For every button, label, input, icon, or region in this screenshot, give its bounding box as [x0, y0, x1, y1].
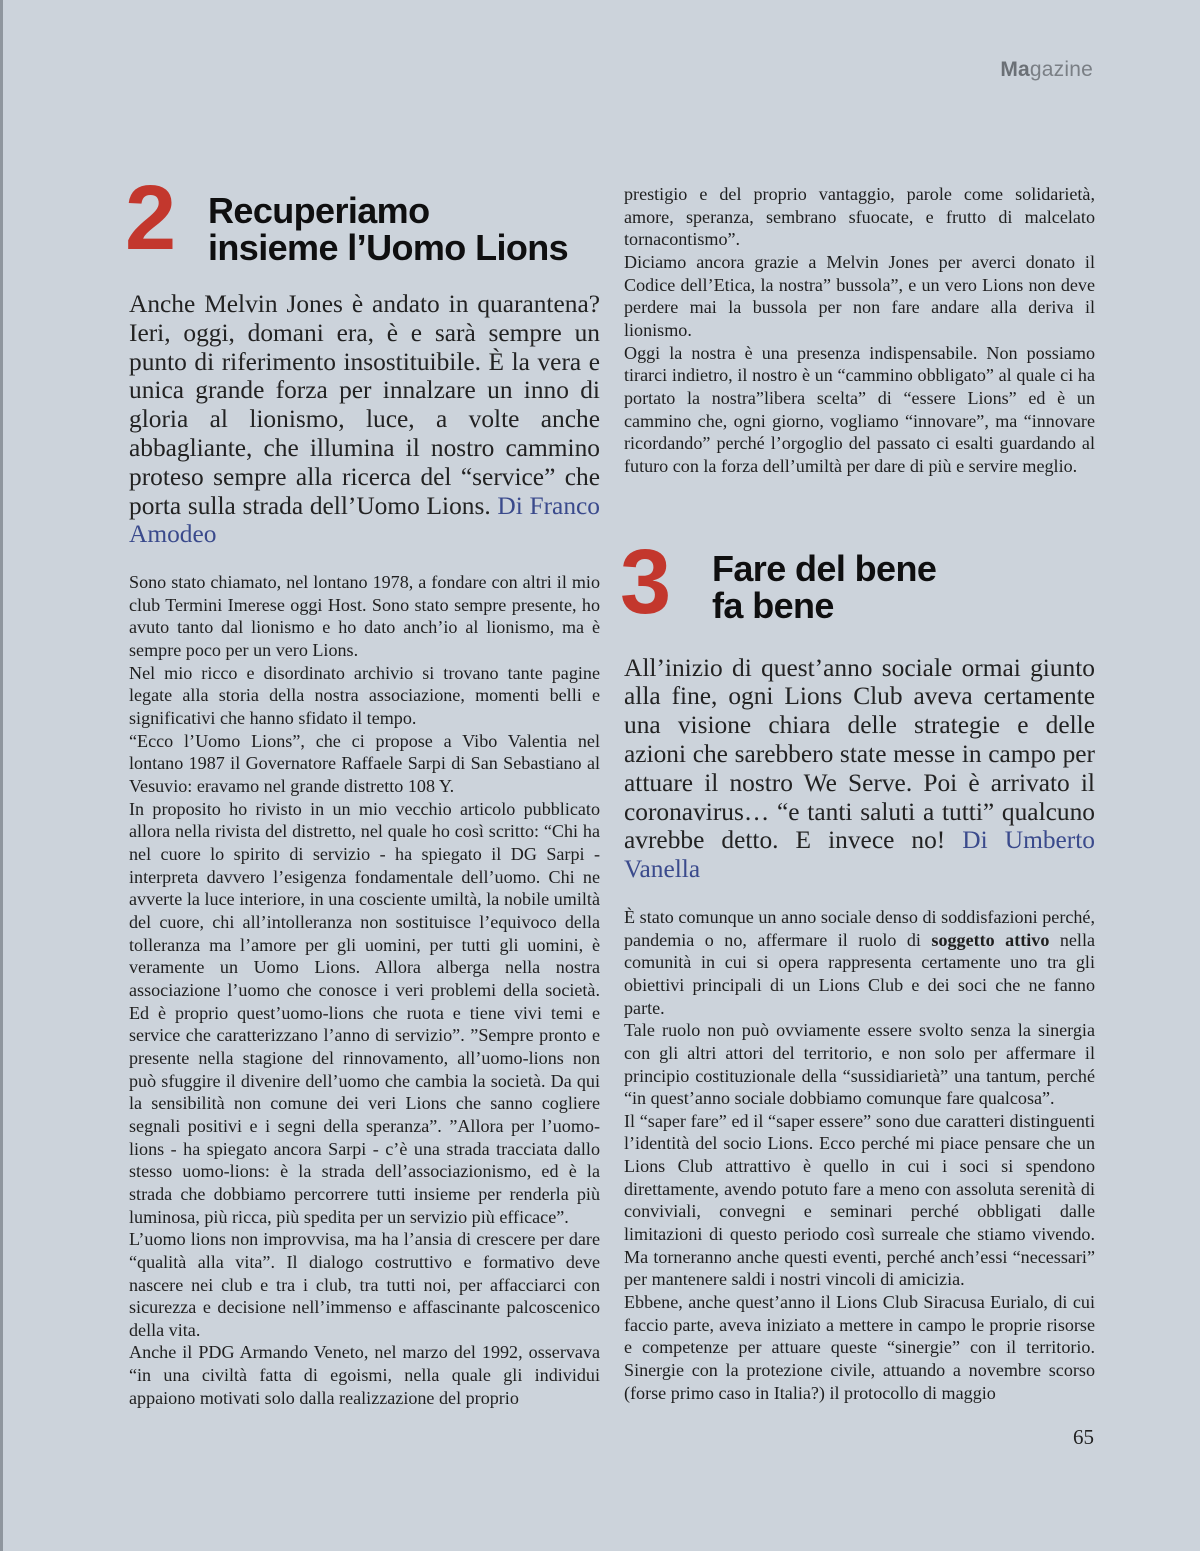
paragraph: prestigio e del proprio vantaggio, parole come solidarietà, amore, speranza, sembrano sfuocate, e frutto di malcelato tornacontismo”.: [624, 184, 1095, 250]
paragraph: “Ecco l’Uomo Lions”, che ci propose a Vibo Valentia nel lontano 1987 il Governatore Raffaele Sarpi di San Sebastiano al Vesuvio: eravamo nel grande distretto 108 Y.: [129, 730, 600, 797]
paragraph: Diciamo ancora grazie a Melvin Jones per averci donato il Codice dell’Etica, la nostra” bussola”, e un vero Lions non deve perdere mai la bussola per non fare andare alla deriva il lionismo.: [624, 251, 1095, 340]
article-3-lead: All’inizio di quest’anno sociale ormai giunto alla fine, ogni Lions Club aveva certamente una visione chiara delle strategie e delle azioni che sarebbero state messe in campo per attuare il nostro We Serve. Poi è arrivato il coronavirus… “e tanti saluti a tutti” qualcuno avrebbe detto. E invece no! Di Umberto Vanella: [624, 653, 1095, 884]
article-2-continuation: [624, 183, 1095, 478]
section-label: Magazine: [1000, 58, 1093, 81]
paragraph: Nel mio ricco e disordinato archivio si trovano tante pagine legate alla storia della nostra associazione, momenti belli e significativi che hanno sfidato il tempo.: [129, 662, 600, 729]
left-column: [125, 167, 600, 1409]
article-2-byline: Di Franco Amodeo: [129, 491, 600, 549]
paragraph: Oggi la nostra è una presenza indispensabile. Non possiamo tirarci indietro, il nostro è un “cammino obbligato” al quale ci ha portato la nostra”libera scelta” di “essere Lions” ed è un cammino che, ogni giorno, vogliamo “innovare”, ma “innovare ricordando” perché l’orgoglio del passato ci esalti guardando al futuro con la forza dell’umiltà per dare di più e servire meglio.: [624, 342, 1095, 476]
emphasis: soggetto attivo: [931, 929, 1050, 950]
paragraph: Sono stato chiamato, nel lontano 1978, a fondare con altri il mio club Termini Imerese oggi Host. Sono stato sempre presente, ho avuto tanto dal lionismo e ho dato anch’io al lionismo, ma è sempre poco per un vero Lions.: [129, 572, 600, 661]
article-2-lead: Anche Melvin Jones è andato in quarantena? Ieri, oggi, domani era, è e sarà sempre un punto di riferimento insostituibile. È la vera e unica grande forza per innalzare un inno di gloria al lionismo, luce, a volte anche abbagliante, che illumina il nostro cammino proteso sempre alla ricerca del “service” che porta sulla strada dell’Uomo Lions. Di Franco Amodeo: [129, 290, 600, 549]
article-2-heading: [125, 167, 600, 276]
article-2-number: 2: [125, 167, 177, 269]
article-2-title: Recuperiamo insieme l’Uomo Lions: [208, 190, 569, 268]
article-2-body: [129, 571, 600, 1409]
article-3-title: Fare del bene fa bene: [712, 547, 937, 626]
paragraph: L’uomo lions non improvvisa, ma ha l’ansia di crescere per dare “qualità alla vita”. Il dialogo costruttivo e formativo deve nascere nei club e tra i club, tra tutti noi, per affacciarci con sicurezza e decisione nell’immenso e affascinante palcoscenico della vita.: [129, 1229, 600, 1340]
paragraph: Anche il PDG Armando Veneto, nel marzo del 1992, osservava “in una civiltà fatta di egoismi, nella quale gli individui appaiono motivati solo dalla realizzazione del proprio: [129, 1342, 600, 1408]
paragraph: Ebbene, anche quest’anno il Lions Club Siracusa Eurialo, di cui faccio parte, aveva iniziato a mettere in campo le proprie risorse e competenze per attuare queste “sinergie” con il territorio. Sinergie con la protezione civile, attuando a novembre scorso (forse primo caso in Italia?) il protocollo di maggio: [624, 1292, 1095, 1403]
article-3-number: 3: [620, 530, 672, 633]
page-number: 65: [1073, 1425, 1094, 1449]
right-column: [620, 183, 1095, 1404]
paragraph: In proposito ho rivisto in un mio vecchio articolo pubblicato allora nella rivista del distretto, nel quale ho così scritto: “Chi ha nel cuore lo spirito di servizio - ha spiegato il DG Sarpi - interpreta davvero l’esigenza fondamentale dell’uomo. Chi ne avverte la luce interiore, in una cosciente umiltà, la nobile umiltà del cuore, chi all’intolleranza non sostituisce l’equivoco della tolleranza ma l’amore per gli uomini, per tutti gli uomini, è veramente un Uomo Lions. Allora alberga nella nostra associazione l’uomo che conosce i veri problemi della società. Ed è proprio quest’uomo-lions che ruota e tiene vivi temi e service che caratterizzano l’anno di servizio”. ”Sempre pronto e presente nella stagione del rinnovamento, all’uomo-lions non può sfuggire il divenire dell’uomo che cambia la società. Da qui la sensibilità non comune dei veri Lions che sanno cogliere segnali positivi e i segni della speranza”. ”Allora per l’uomo-lions - ha spiegato ancora Sarpi - c’è una strada tracciata dallo stesso uomo-lions: è la strada dell’associazionismo, ed è la strada che dobbiamo percorrere tutti insieme per renderla più luminosa, più ricca, più spedita per un servizio più efficace”.: [129, 798, 600, 1227]
article-3-byline: Di Umberto Vanella: [624, 826, 1095, 884]
paragraph: Il “saper fare” ed il “saper essere” sono due caratteri distinguenti l’identità del socio Lions. Ecco perché mi piace pensare che un Lions Club attrattivo è quello in cui i soci si spendono direttamente, avendo potuto fare a meno con assoluta serenità di conviviali, convegni e seminari perché obbligati dalle limitazioni di questo periodo così surreale che stiamo vivendo. Ma torneranno anche questi eventi, perché anch’essi “necessari” per mantenere saldi i nostri vincoli di amicizia.: [624, 1110, 1095, 1290]
paragraph: Tale ruolo non può ovviamente essere svolto senza la sinergia con gli altri attori del territorio, e non solo per affermare il principio costituzionale della “sussidiarietà” una tantum, perché “in quest’anno sociale dobbiamo comunque fare qualcosa”.: [624, 1020, 1095, 1109]
page-edge: [0, 0, 3, 1551]
article-3-heading: [620, 530, 1095, 640]
article-3-body: [624, 906, 1095, 1404]
paragraph: È stato comunque un anno sociale denso di soddisfazioni perché, pandemia o no, affermare il ruolo di soggetto attivo nella comunità in cui si opera rappresenta certamente uno tra gli obiettivi principali di un Lions Club e dei soci che ne fanno parte.: [624, 906, 1095, 1018]
